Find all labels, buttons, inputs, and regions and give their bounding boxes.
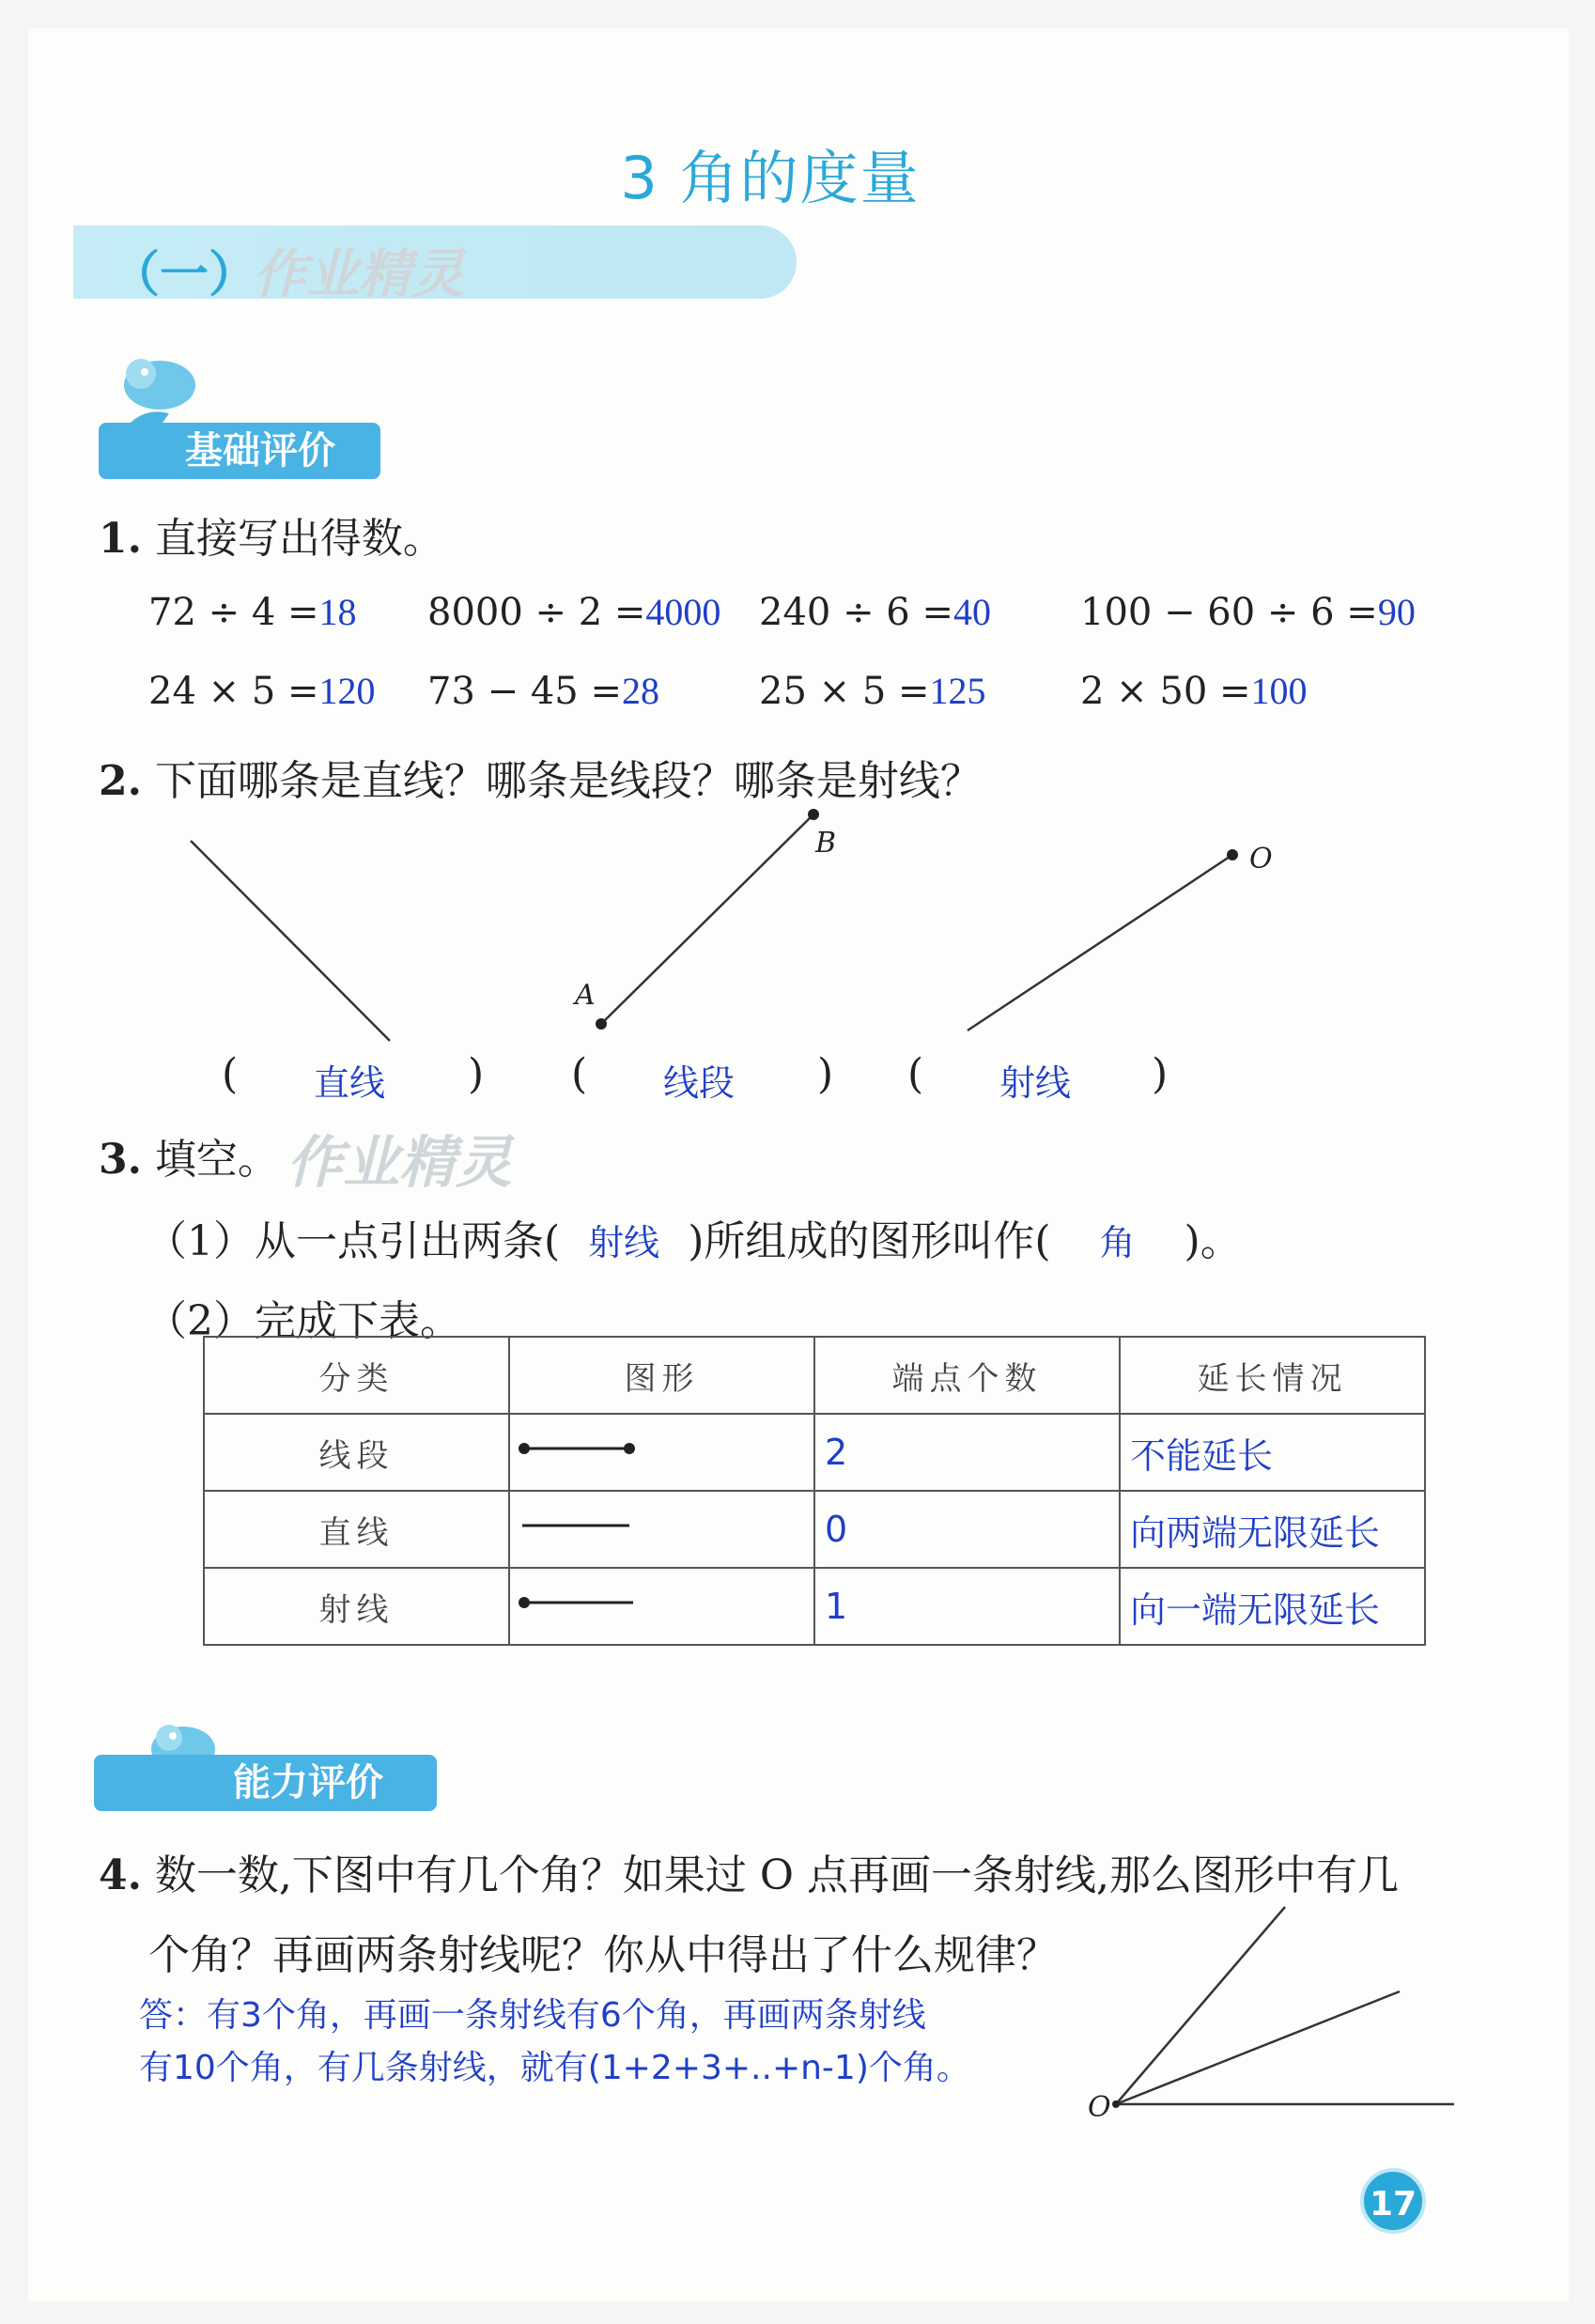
q1-answer: 4000	[645, 591, 721, 633]
line-figure	[509, 1491, 814, 1568]
ray-1	[1116, 1907, 1285, 2104]
ability-eval-tag	[94, 1755, 437, 1811]
q4-line1: 数一数,下图中有几个角？如果过 O 点再画一条射线,那么图形中有几	[154, 1851, 1399, 1899]
point-a	[596, 1018, 607, 1030]
q3-number: 3.	[99, 1136, 142, 1184]
q2-answer-3: 射线	[999, 1062, 1072, 1104]
ray-2	[1116, 1991, 1400, 2104]
q1-text: 直接写出得数。	[154, 515, 444, 563]
q1-answer: 40	[952, 591, 991, 633]
q3-answer-2: 角	[1099, 1222, 1136, 1263]
page-title: 3 角的度量	[620, 144, 921, 212]
q3-answer-1: 射线	[588, 1222, 660, 1263]
point-o	[1227, 849, 1238, 860]
q1-item: 8000 ÷ 2 =4000	[427, 591, 721, 634]
q4-title	[99, 1841, 1399, 1901]
q2-text: 下面哪条是直线？哪条是线段？哪条是射线？	[154, 757, 982, 805]
straight-line	[191, 841, 390, 1041]
label-a: A	[575, 979, 596, 1012]
q3-text: 填空。	[154, 1136, 279, 1184]
q1-answer: 120	[318, 670, 376, 712]
page-number: 17	[1360, 2168, 1426, 2234]
q4-answer-line2: 有10个角，有几条射线，就有(1+2+3+..+n-1)个角。	[139, 2049, 970, 2087]
q1-answer: 90	[1377, 591, 1416, 633]
q1-item: 24 × 5 =120	[148, 670, 376, 713]
classification-table	[203, 1336, 1426, 1646]
q1-item: 2 × 50 =100	[1080, 670, 1308, 713]
basic-eval-label: 基础评价	[185, 429, 335, 473]
segment-figure	[509, 1414, 814, 1491]
q1-item: 72 ÷ 4 =18	[148, 591, 357, 634]
basic-eval-tag	[99, 423, 380, 479]
ray-line	[968, 855, 1232, 1030]
banner-subtitle: 作业精灵	[254, 244, 464, 305]
ray-figure	[509, 1568, 814, 1645]
label-o: O	[1249, 843, 1273, 875]
q4-answer-line1: 答：有3个角，再画一条射线有6个角，再画两条射线	[139, 1996, 926, 2035]
table-row: 线段 2 不能延长	[204, 1414, 1425, 1491]
table-row: 射线 1 向一端无限延长	[204, 1568, 1425, 1645]
point-b	[808, 809, 819, 820]
q1-answer: 100	[1250, 670, 1308, 712]
angle-figure	[1080, 1898, 1475, 2123]
q2-answer-2: 线段	[663, 1062, 736, 1104]
q1-item: 100 − 60 ÷ 6 =90	[1080, 591, 1416, 634]
q1-answer: 125	[929, 670, 986, 712]
q4-line2: 个角？再画两条射线呢？你从中得出了什么规律？	[148, 1931, 1058, 1979]
q1-item: 25 × 5 =125	[759, 670, 986, 713]
banner-label: （一）	[111, 247, 258, 303]
table-header-row: 分类 图形 端点个数 延长情况	[204, 1337, 1425, 1414]
line-figures	[0, 789, 1595, 1052]
vertex-o	[1112, 2100, 1120, 2108]
q1-item: 240 ÷ 6 =40	[759, 591, 991, 634]
q2-answer-1: 直线	[314, 1062, 386, 1104]
q4-number: 4.	[99, 1851, 142, 1899]
q3-title	[99, 1125, 279, 1185]
label-b: B	[815, 827, 837, 860]
q1-title	[99, 504, 444, 565]
ability-eval-label: 能力评价	[233, 1761, 383, 1805]
q1-number: 1.	[99, 515, 142, 563]
segment-line	[601, 814, 813, 1024]
q2-number: 2.	[99, 757, 142, 805]
watermark: 作业精灵	[286, 1130, 512, 1196]
q1-item: 73 − 45 =28	[427, 670, 659, 713]
q3-part2: （2）完成下表。	[146, 1297, 461, 1345]
q1-answer: 18	[318, 591, 357, 633]
q3-part1: （1）从一点引出两条( 射线 )所组成的图形叫作( 角 )。	[146, 1217, 1242, 1265]
q1-answer: 28	[621, 670, 659, 712]
vertex-label: O	[1088, 2091, 1111, 2124]
table-row: 直线 0 向两端无限延长	[204, 1491, 1425, 1568]
